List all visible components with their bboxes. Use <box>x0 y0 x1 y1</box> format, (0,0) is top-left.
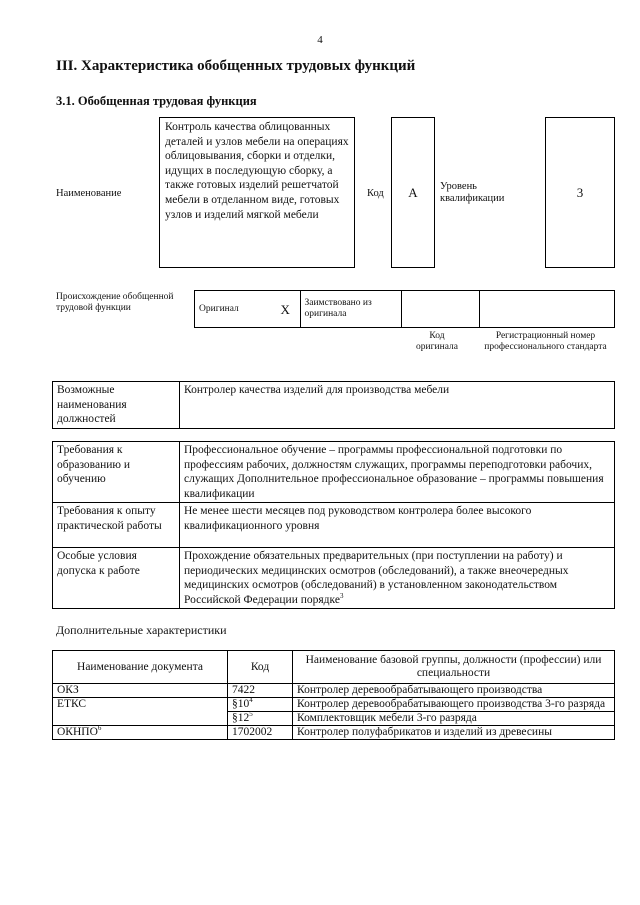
admission-label: Особые условия допуска к работе <box>53 548 180 609</box>
header-code: Код <box>228 651 293 684</box>
doc-cell <box>53 726 228 740</box>
code-cell <box>228 698 293 712</box>
name-cell: Контролер полуфабрикатов и изделий из древесины <box>293 726 615 740</box>
header-name: Наименование базовой группы, должности (профессии) или специальности <box>293 651 615 684</box>
section-title: III. Характеристика обобщенных трудовых функций <box>56 58 416 74</box>
name-cell: Контролер деревообрабатывающего производства 3-го разряда <box>293 698 615 712</box>
footnote-4: 4 <box>249 696 253 705</box>
doc-cell: ЕТКС <box>53 698 228 726</box>
page-number: 4 <box>317 34 323 46</box>
name-cell: Контролер деревообрабатывающего производства <box>293 684 615 698</box>
qualification-level-label: Уровень квалификации <box>440 181 505 204</box>
admission-cell <box>180 548 615 609</box>
origin-table <box>194 290 615 328</box>
code-text: §12 <box>232 712 250 724</box>
origin-reg-caption: Регистрационный номер профессионального стандарта <box>484 331 607 352</box>
origin-original-label: Оригинал <box>195 291 277 328</box>
function-name-label: Наименование <box>56 188 122 199</box>
doc-cell: ОКЗ <box>53 684 228 698</box>
footnote-5: 5 <box>249 710 253 719</box>
experience-label: Требования к опыту практической работы <box>53 503 180 548</box>
education-label: Требования к образованию и обучению <box>53 442 180 503</box>
table-row <box>53 548 615 609</box>
table-row <box>53 698 615 712</box>
table-row <box>53 503 615 548</box>
doc-text: ОКНПО <box>57 726 98 738</box>
qualification-level-value: 3 <box>545 117 615 268</box>
additional-title: Дополнительные характеристики <box>56 623 227 637</box>
code-text: §10 <box>232 698 250 710</box>
name-cell: Комплектовщик мебели 3-го разряда <box>293 712 615 726</box>
positions-label: Возможные наименования должностей <box>53 382 180 429</box>
requirements-table <box>52 441 615 609</box>
education-value: Профессиональное обучение – программы профессиональной подготовки по профессиям рабочих, должностям служащих, программы переподготовки рабочих, служащих Дополнительное профессиональное образование – программы повышения квалификации <box>180 442 615 503</box>
origin-reg-cell <box>480 291 615 328</box>
function-code-label: Код <box>367 188 384 199</box>
header-row <box>53 651 615 684</box>
origin-label: Происхождение обобщенной трудовой функции <box>56 292 174 313</box>
footnote-3: 3 <box>339 591 344 600</box>
header-doc: Наименование документа <box>53 651 228 684</box>
code-cell <box>228 712 293 726</box>
origin-borrowed-label: Заимствовано из оригинала <box>300 291 401 328</box>
positions-table <box>52 381 615 429</box>
table-row <box>53 442 615 503</box>
footnote-6: 6 <box>97 724 102 733</box>
function-code-value: A <box>391 117 435 268</box>
origin-original-mark: X <box>277 291 301 328</box>
subsection-title: 3.1. Обобщенная трудовая функция <box>56 94 257 108</box>
experience-value: Не менее шести месяцев под руководством контролера более высокого квалификационного уровня <box>180 503 615 548</box>
positions-value: Контролер качества изделий для производства мебели <box>180 382 615 429</box>
code-cell: 1702002 <box>228 726 293 740</box>
origin-code-caption: Код оригинала <box>416 331 458 352</box>
function-name-value: Контроль качества облицованных деталей и узлов мебели на операциях облицовывания, сборки и отделки, идущих в последующую сборку, а также готовых изделий решетчатой мебели в отделанном виде, готовых узлов и изделий мягкой мебели <box>159 117 355 268</box>
code-cell: 7422 <box>228 684 293 698</box>
admission-value: Прохождение обязательных предварительных (при поступлении на работу) и периодических медицинских осмотров (обследований), а также внеочередных медицинских осмотров (обследований) в установленном законодательством Российской Федерации порядке <box>184 550 569 606</box>
table-row <box>53 726 615 740</box>
additional-table <box>52 650 615 740</box>
table-row <box>53 684 615 698</box>
origin-code-cell <box>401 291 479 328</box>
